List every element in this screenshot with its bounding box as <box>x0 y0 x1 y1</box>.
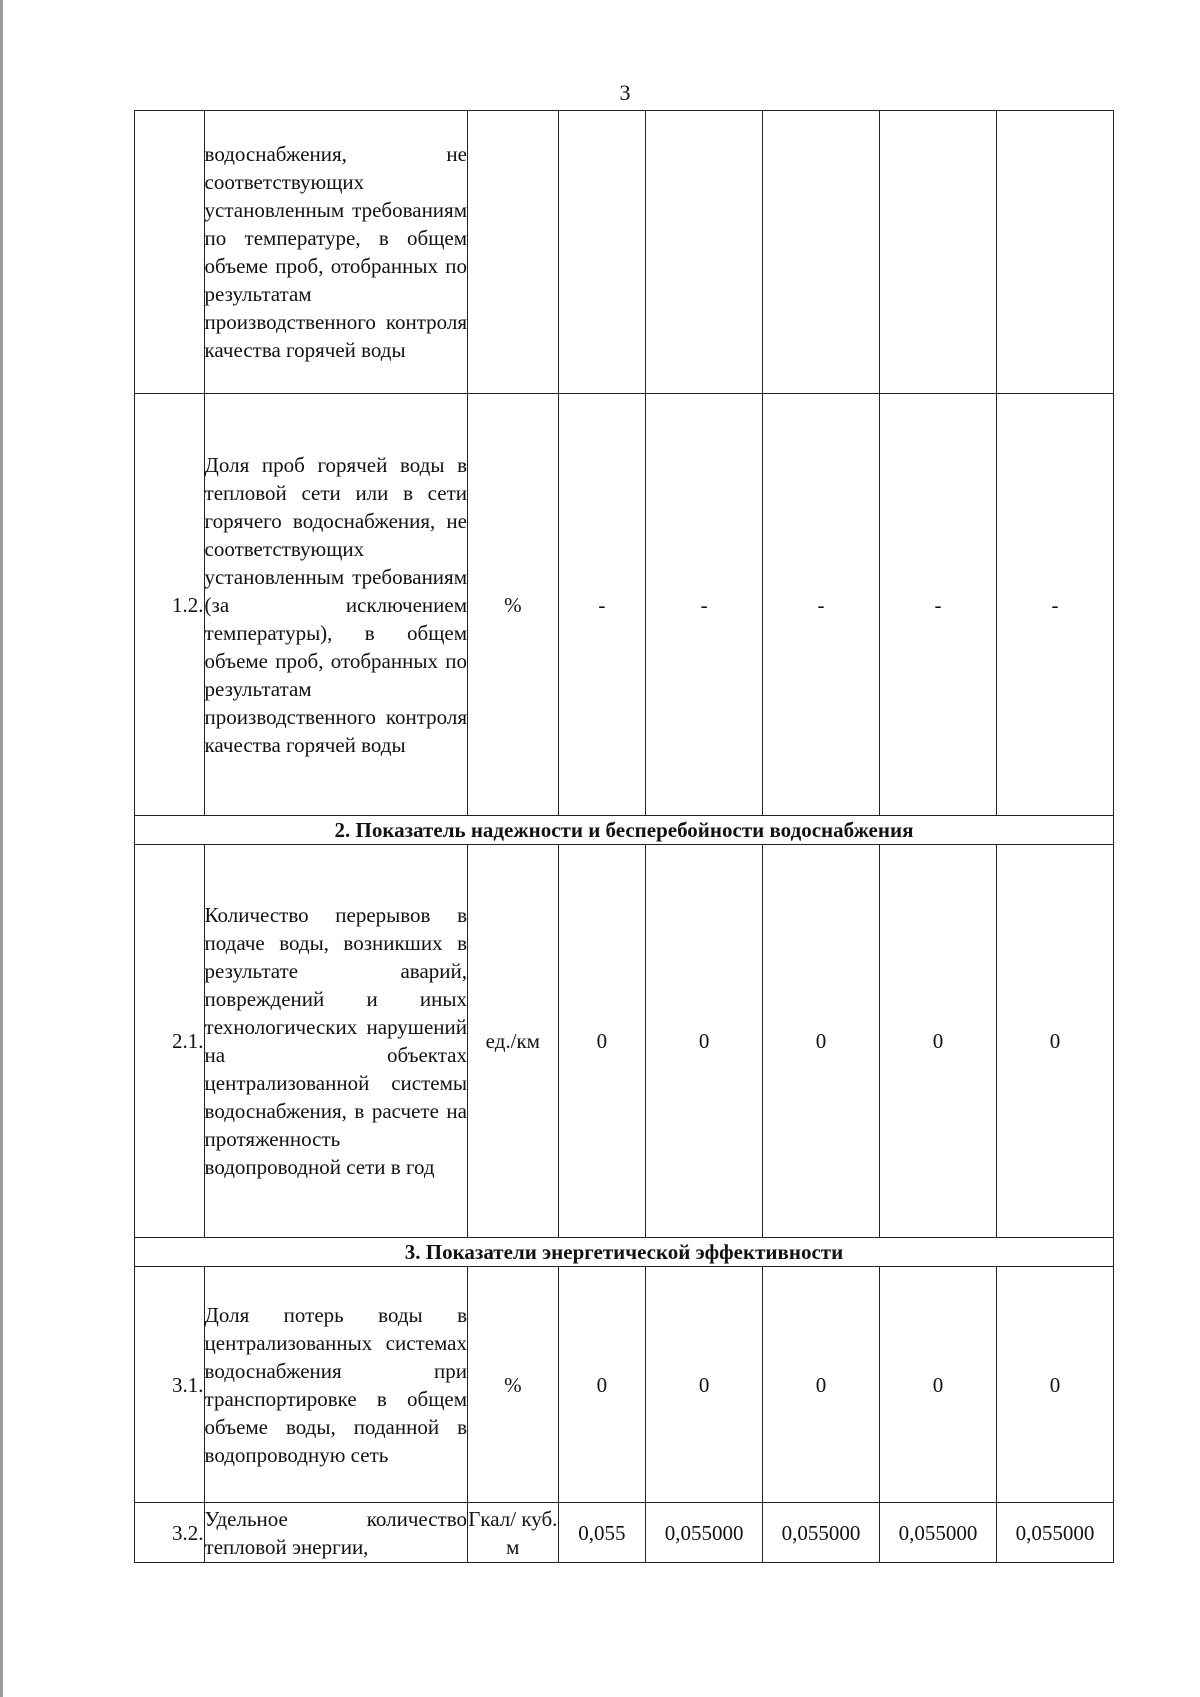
row-description: Доля потерь воды в централизованных системах водоснабжения при транспортировке в общем объеме воды, поданной в водопроводную сеть <box>204 1267 467 1503</box>
section-header-row <box>135 816 1114 845</box>
row-unit: % <box>468 1267 559 1503</box>
row-value: - <box>996 394 1113 816</box>
row-number: 2.1. <box>135 845 205 1238</box>
row-value: - <box>558 394 645 816</box>
row-number: 3.2. <box>135 1503 205 1563</box>
row-unit <box>468 111 559 394</box>
table-row <box>135 1503 1114 1563</box>
row-description: водоснабжения, не соответствующих установленным требованиям по температуре, в общем объеме проб, отобранных по результатам производственного контроля качества горячей воды <box>204 111 467 394</box>
indicators-table <box>134 110 1114 1563</box>
row-value: - <box>763 394 880 816</box>
row-value: 0 <box>763 845 880 1238</box>
table-row <box>135 111 1114 394</box>
row-value: 0,055000 <box>996 1503 1113 1563</box>
row-value: 0 <box>646 1267 763 1503</box>
row-unit: Гкал/ куб. м <box>468 1503 559 1563</box>
row-number: 3.1. <box>135 1267 205 1503</box>
row-value: 0 <box>558 845 645 1238</box>
row-value: - <box>646 394 763 816</box>
row-number <box>135 111 205 394</box>
row-value: 0 <box>763 1267 880 1503</box>
row-value: 0 <box>646 845 763 1238</box>
table-row <box>135 394 1114 816</box>
section-title: 3. Показатели энергетической эффективности <box>135 1238 1114 1267</box>
row-value: 0 <box>880 845 997 1238</box>
row-value: 0,055000 <box>646 1503 763 1563</box>
row-value <box>763 111 880 394</box>
section-header-row <box>135 1238 1114 1267</box>
row-value: 0 <box>558 1267 645 1503</box>
row-value: 0 <box>880 1267 997 1503</box>
row-value <box>996 111 1113 394</box>
table-row <box>135 845 1114 1238</box>
row-value <box>646 111 763 394</box>
page-number: 3 <box>619 80 631 105</box>
section-title: 2. Показатель надежности и бесперебойности водоснабжения <box>135 816 1114 845</box>
row-unit: % <box>468 394 559 816</box>
scan-left-edge <box>0 0 3 1697</box>
row-unit: ед./км <box>468 845 559 1238</box>
row-value: - <box>880 394 997 816</box>
row-value <box>558 111 645 394</box>
row-value: 0,055000 <box>763 1503 880 1563</box>
row-description: Количество перерывов в подаче воды, возникших в результате аварий, повреждений и иных технологических нарушений на объектах централизованной системы водоснабжения, в расчете на протяженность водопроводной сети в год <box>204 845 467 1238</box>
row-value: 0 <box>996 845 1113 1238</box>
row-value <box>880 111 997 394</box>
row-number: 1.2. <box>135 394 205 816</box>
row-value: 0,055000 <box>880 1503 997 1563</box>
row-value: 0,055 <box>558 1503 645 1563</box>
row-description: Доля проб горячей воды в тепловой сети или в сети горячего водоснабжения, не соответствующих установленным требованиям (за исключением температуры), в общем объеме проб, отобранных по результатам производственного контроля качества горячей воды <box>204 394 467 816</box>
row-value: 0 <box>996 1267 1113 1503</box>
table-row <box>135 1267 1114 1503</box>
row-description: Удельное количество тепловой энергии, <box>204 1503 467 1563</box>
